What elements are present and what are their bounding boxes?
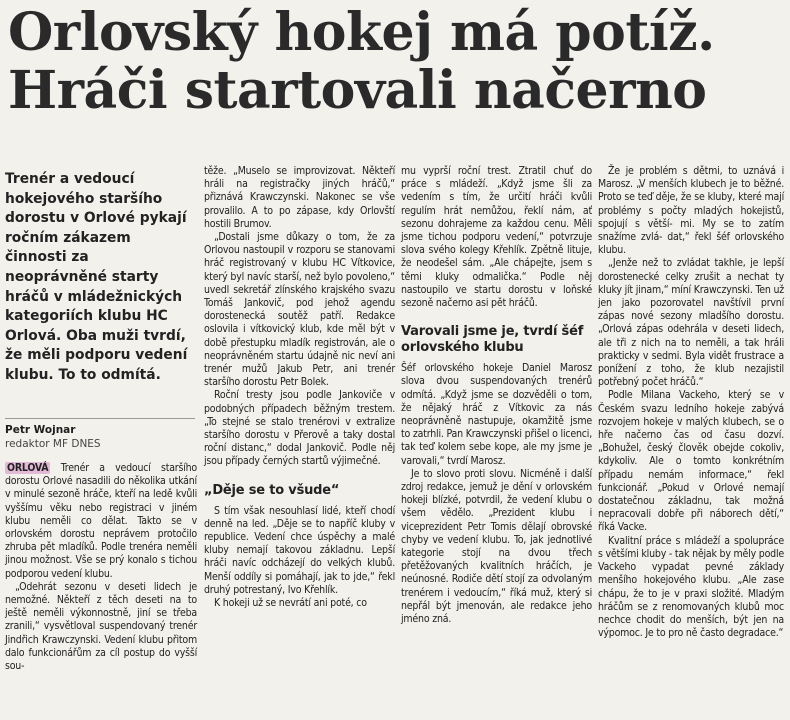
column-4-paragraph-2: „Jenže než to zvládat takhle, je lepší dorostenecké celky zrušit a nechat ty kluky jít jinam,“ míní Krawczynski. Ten už jen jako pozorovatel navštívil první zápas nové sezony mladšího dorostu. „Orlová zápas odehrála v deseti lidech, ale tři z nich na to neměli, a tak hráli prakticky v sedmi. Byla vidět frustrace a ponížení z toho, že klub nezajistil potřebný počet hráčů.“ [598,257,784,389]
lead-paragraph: Trenér a vedoucí hokejového staršího dorostu v Orlové pykají ročním zákazem činnosti za neoprávněné starty hráčů v mládežnických kategoriích klubu HC Orlová. Oba muži tvrdí, že měli podporu vedení klubu. To to odmítá. [5,171,188,383]
author-role: redaktor MF DNES [5,438,101,450]
column-3-paragraph-3: Je to slovo proti slovu. Nicméně i další zdroj redakce, jemuž je dění v orlovském hokeji blízké, potvrdil, že vedení klubu o všem vědělo. „Prezident klubu i viceprezident Petr Tomis dělají obrovské chyby ve vedení klubu. To, jak jednotlivé kategorie stojí na dvou třech přetěžovaných kvalitních hráčích, je neúnosné. Rodiče dětí stojí za odvolaným trenérem i vedoucím,“ říká muž, který si nepřál být jmenován, ale redakce jeho jméno zná. [401,467,592,626]
column-4-paragraph-1: Že je problém s dětmi, to uznává i Marosz. „V menších klubech je to běžné. Proto se teď děje, že se kluby, které mají problémy s počty mladých hokejistů, spojují s větší- mi. My se to zatím snažíme zvlá- dat,“ řekl šéf orlovského klubu. [598,165,784,257]
column-2-paragraph-2: „Dostali jsme důkazy o tom, že za Orlovou nastoupil v rozporu se stanovami hráč registrovaný v klubu HC Vítkovice, který byl navíc starší, než bylo povoleno,“ uvedl sekretář zlínského krajského svazu Tomáš Jankovič, pod jehož agendu dorostenecká soutěž patří. Redakce oslovila i vítkovický klub, kde měl být v době přestupku mladík registrován, ale o neoprávněném startu údajně nic neví ani trenér mužů Jakub Petr, ani trenér staršího dorostu Petr Bolek. [204,231,395,389]
article-column-1 [5,462,197,673]
column-4-paragraph-4: Kvalitní práce s mládeží a spolupráce s většími kluby - tak nějak by měly podle Vackeho vypadat pevné základy menšího hokejového klubu. „Ale zase chápu, že to je v praxi složité. Mladým hráčům se z renomovaných klubů moc nechce chodit do menších, být jen na výpomoc. Je to pro ně často degradace.“ [598,534,784,640]
column-4-paragraph-3: Podle Milana Vackeho, který se v Českém svazu ledního hokeje zabývá rozvojem hokeje v malých klubech, se o hře načerno čas od času dozví. „Bohužel, český člověk obejde cokoliv, kdykoliv. Ale o tomto konkrétním případu nemám informace,“ řekl funkcionář. „Pokud v Orlové nemají dostatečnou základnu, tak možná nepracovali dobře při náborech dětí,“ říká Vacke. [598,389,784,534]
byline-divider [5,418,195,419]
column-2-paragraph-5: K hokeji už se nevrátí ani poté, co [214,597,367,610]
article-column-2 [204,165,395,610]
column-2-paragraph-1: těže. „Muselo se improvizovat. Někteří hráli na registračky jiných hráčů,“ přiznává Krawczynski. Nakonec se vše provalilo. A to po zápase, kdy Orlovští hostili Brumov. [204,165,395,230]
headline-line-1: Orlovský hokej má potíž. [8,2,715,63]
dateline: ORLOVÁ [7,462,49,474]
headline [8,4,783,120]
headline-line-2: Hráči startovali načerno [8,60,707,121]
column-1-paragraph-1 [5,462,197,581]
column-1-paragraph-1-text: Trenér a vedoucí staršího dorostu Orlové nasadili do několika utkání v minulé sezoně hráče, kteří na ledě kvůli vyššímu věku nebo registraci v jiném klubu neměli co dělat. Takto se v orlovském dorostu neprávem protočilo zhruba pět mladíků. Podle trenéra neměli jinou možnost. Vše se prý konalo s tichou podporou vedení klubu. [5,462,197,580]
article-column-4 [598,165,784,640]
subheading-varovali-jsme-je: Varovali jsme je, tvrdí šéf orlovského klubu [401,324,584,356]
author-name: Petr Wojnar [5,424,76,436]
article-column-3 [401,165,592,626]
column-2-paragraph-4: S tím však nesouhlasí lidé, kteří chodí denně na led. „Děje se to napříč kluby v republice. Vedení chce úspěchy a malé kluby nemají takovou základnu. Lepší hráči navíc odcházejí do velkých klubů. Menší oddíly si pomáhají, jak to jde,“ řekl druhý potrestaný, Ivo Křehlík. [204,504,395,596]
column-2-paragraph-3: Roční tresty jsou podle Jankoviče v podobných případech běžným trestem. „To stejné se stalo trenérovi v extralize staršího dorostu v Přerově a taky dostal roční distanc,“ dodal Jankovič. Podle něj jsou případy černých startů výjimečné. [204,389,395,468]
subheading-deje-se-to-vsude: „Děje se to všude“ [204,482,340,498]
column-1-paragraph-2: „Odehrát sezonu v deseti lidech je nemožné. Někteří z těch deseti na to ještě neměli výkonnostně, jiní se třeba zranili,“ vysvětloval suspendovaný trenér Jindřich Krawczynski. Vedení klubu přitom dalo funkcionářům za cíl postup do vyšší sou- [5,580,197,673]
column-3-paragraph-2: Šéf orlovského hokeje Daniel Marosz slova dvou suspendovaných trenérů odmítá. „Když jsme se dozvěděli o tom, že nějaký hráč z Vítkovic za nás neoprávněně nastupuje, okamžitě jsme to zatrhli. Pan Krawczynski přišel o licenci, tak teď kolem sebe kope, ale my jsme je varovali,“ tvrdí Marosz. [401,362,592,467]
byline [5,418,195,451]
column-3-paragraph-1: mu vyprší roční trest. Ztratil chuť do práce s mládeží. „Když jsme šli za vedením s tím, že určití hráči kvůli regulím hrát nemůžou, řeklí nám, ať sezonu dohrajeme za každou cenu. Měli jsme tichou podporu vedení,“ potvrzuje slova svého kolegy Křehlík. Zpětně lituje, že neodešel sám. „Ale chápejte, jsem s těmi kluky odmalička.“ Podle něj nastoupilo ve startu dorostu v loňské sezoně načerno asi pět hráčů. [401,165,592,310]
